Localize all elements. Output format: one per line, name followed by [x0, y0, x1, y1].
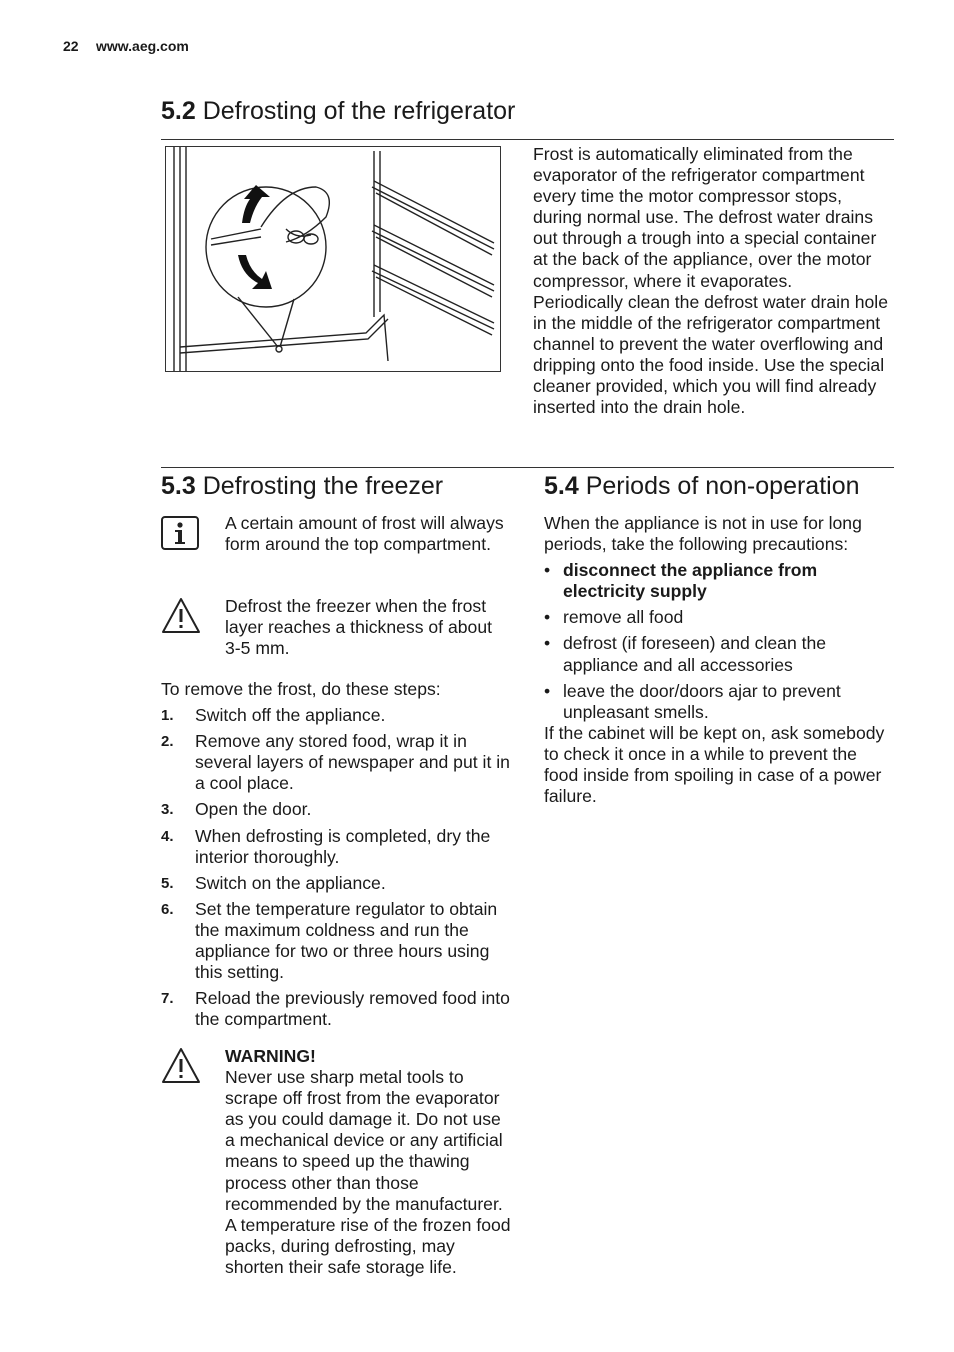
- drain-hole-cleaning-illustration: [165, 146, 501, 372]
- info-icon: [161, 513, 201, 553]
- bullet-text: disconnect the appliance from electricity supply: [563, 560, 818, 602]
- section-5-4-text: [544, 513, 892, 807]
- bullet-item: [544, 607, 892, 628]
- step-item: [161, 799, 511, 820]
- outro: If the cabinet will be kept on, ask somebody to check it once in a while to prevent the food inside from spoiling in case of a power failure.: [544, 722, 885, 807]
- steps-block: [161, 679, 511, 1030]
- note-text: Defrost the freezer when the frost layer reaches a thickness of about 3-5 mm.: [225, 596, 492, 659]
- section-title: Defrosting of the refrigerator: [202, 97, 516, 125]
- caution-note: [161, 596, 511, 659]
- refrigerator-drain-icon: [166, 147, 500, 371]
- step-item: [161, 826, 511, 868]
- section-5-3-heading: [161, 471, 443, 501]
- warning-triangle-icon: [161, 1046, 201, 1086]
- section-title: Defrosting the freezer: [202, 472, 444, 500]
- step-item: [161, 899, 511, 983]
- step-item: [161, 731, 511, 794]
- step-text: When defrosting is completed, dry the interior thoroughly.: [195, 825, 491, 867]
- section-number: 5.4: [544, 472, 579, 500]
- section-5-4-heading: [544, 471, 860, 501]
- note-text: A certain amount of frost will always form around the top compartment.: [225, 513, 504, 555]
- step-text: Switch on the appliance.: [195, 872, 386, 893]
- step-number: 7.: [161, 990, 174, 1008]
- section-rule: [161, 139, 894, 140]
- bullet-text: defrost (if foreseen) and clean the appliance and all accessories: [563, 633, 827, 675]
- steps-list: [161, 705, 511, 1030]
- bullet-icon: •: [544, 560, 551, 581]
- site-url: www.aeg.com: [96, 38, 189, 54]
- step-item: [161, 988, 511, 1030]
- info-note: [161, 513, 511, 555]
- bullet-icon: •: [544, 680, 551, 701]
- warning-text: Never use sharp metal tools to scrape off frost from the evaporator as you could damage it. Do not use a mechanical device or any artificial means to speed up the thawing process other than those recommended by the manufacturer. A temperature rise of the frozen food packs, during defrosting, may shorten their safe storage life.: [225, 1067, 511, 1277]
- bullet-text: leave the door/doors ajar to prevent unpleasant smells.: [563, 680, 841, 722]
- section-number: 5.2: [161, 97, 196, 125]
- intro: When the appliance is not in use for long periods, take the following precautions:: [544, 513, 862, 555]
- step-number: 5.: [161, 874, 174, 892]
- section-number: 5.3: [161, 472, 196, 500]
- step-text: Remove any stored food, wrap it in several layers of newspaper and put it in a cool place.: [195, 731, 510, 794]
- step-number: 1.: [161, 707, 174, 725]
- precautions-list: [544, 560, 892, 723]
- section-5-2-text: [533, 144, 895, 418]
- section-title: Periods of non-operation: [585, 472, 860, 500]
- page-number: 22: [63, 38, 79, 54]
- step-text: Set the temperature regulator to obtain the maximum coldness and run the appliance for two or three hours using this setting.: [195, 898, 498, 983]
- step-text: Reload the previously removed food into the compartment.: [195, 988, 510, 1030]
- warning-title: WARNING!: [225, 1046, 316, 1066]
- step-text: Switch off the appliance.: [195, 705, 386, 726]
- bullet-text: remove all food: [563, 607, 684, 628]
- step-text: Open the door.: [195, 799, 312, 820]
- step-number: 3.: [161, 801, 174, 819]
- bullet-item: [544, 560, 892, 602]
- bullet-icon: •: [544, 607, 551, 628]
- bullet-item: [544, 633, 892, 675]
- step-number: 6.: [161, 900, 174, 918]
- section-rule: [161, 467, 894, 468]
- step-number: 4.: [161, 827, 174, 845]
- warning-triangle-icon: [161, 596, 201, 636]
- step-number: 2.: [161, 733, 174, 751]
- warning-note: [161, 1046, 511, 1278]
- paragraph: Periodically clean the defrost water drain hole in the middle of the refrigerator compartment channel to prevent the water overflowing and dripping onto the food inside. Use the special cleaner provided, which you will find already inserted into the drain hole.: [533, 291, 889, 418]
- bullet-item: [544, 681, 892, 723]
- bullet-icon: •: [544, 633, 551, 654]
- step-item: [161, 705, 511, 726]
- section-5-2-heading: [161, 96, 515, 126]
- paragraph: Frost is automatically eliminated from the evaporator of the refrigerator compartment every time the motor compressor stops, during normal use. The defrost water drains out through a trough into a special container at the back of the appliance, over the motor compressor, where it evaporates.: [533, 144, 877, 291]
- step-item: [161, 873, 511, 894]
- steps-intro: To remove the frost, do these steps:: [161, 679, 441, 699]
